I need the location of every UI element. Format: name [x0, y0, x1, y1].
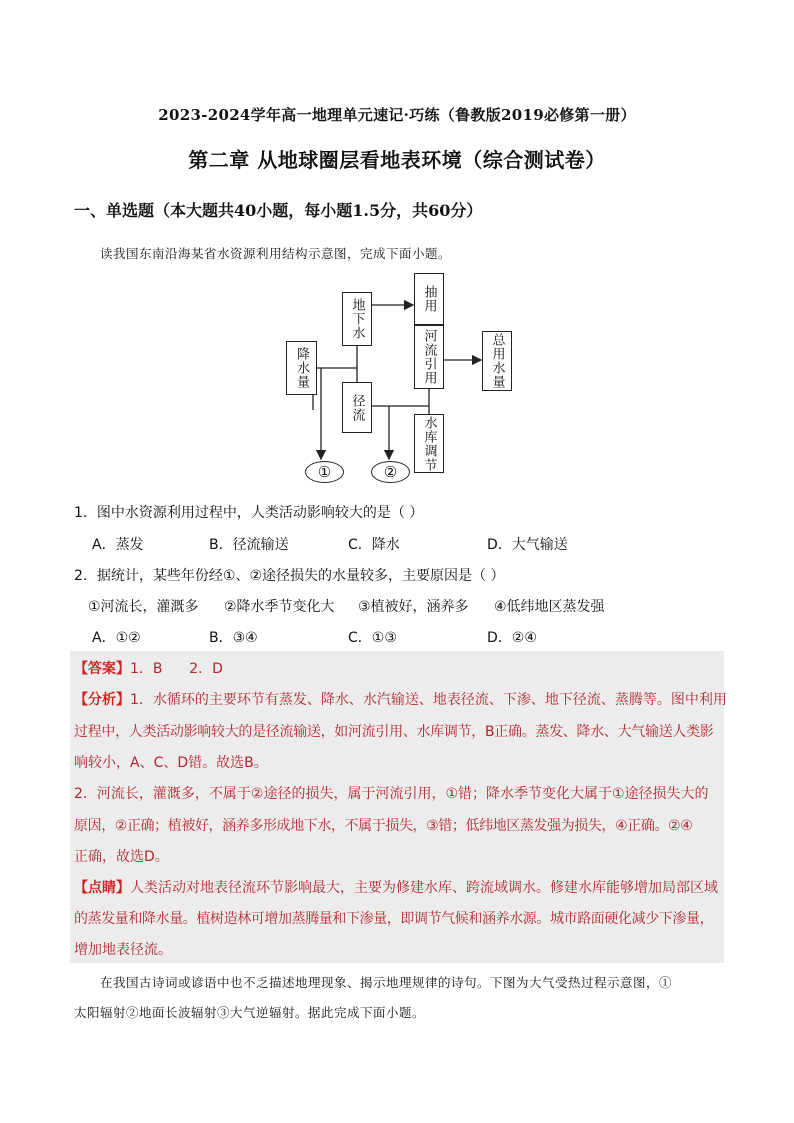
group2-intro-line-2: 太阳辐射②地面长波辐射③大气逆辐射。据此完成下面小题。 — [74, 1005, 426, 1020]
q2-statement-1: ①河流长，灌溉多 — [88, 599, 199, 615]
analysis-line-4: 2．河流长，灌溉多，不属于②途径的损失，属于河流引用，①错；降水季节变化大属于①途径损失大的 — [74, 786, 709, 802]
analysis-line-3: 响较小，A、C、D错。故选B。 — [74, 755, 268, 771]
total-box: 总用水量 — [482, 331, 512, 391]
analysis-line-6: 正确，故选D。 — [74, 849, 169, 865]
circle-2: ② — [371, 461, 410, 483]
q2-option-b: B．③④ — [209, 630, 258, 646]
circle-1: ① — [305, 461, 344, 483]
comment-line-2: 的蒸发量和降水量。植树造林可增加蒸腾量和下渗量，即调节气候和涵养水源。城市路面硬化减少下渗量， — [74, 911, 714, 927]
answer-text: 1．B 2．D — [130, 661, 223, 677]
rain-box: 降水量 — [286, 341, 317, 395]
group2-intro-line-1: 在我国古诗词或谚语中也不乏描述地理现象、揭示地理规律的诗句。下图为大气受热过程示意图，① — [100, 975, 673, 990]
comment-tag: 【点睛】 — [74, 880, 130, 896]
q2-option-c: C．①③ — [348, 630, 397, 646]
answer-tag: 【答案】 — [74, 661, 130, 677]
question-2-stem: 2．据统计，某些年份经①、②途径损失的水量较多，主要原因是（ ） — [74, 568, 505, 584]
river-box: 河流引用 — [414, 325, 444, 389]
q2-option-d: D．②④ — [487, 630, 537, 646]
analysis-line-1 — [74, 689, 727, 709]
comment-line-1 — [74, 877, 718, 897]
reservoir-box: 水库调节 — [414, 414, 444, 473]
q1-option-d: D．大气输送 — [487, 537, 568, 553]
analysis-line-5: 原因，②正确；植被好，涵养多形成地下水，不属于损失，③错；低纬地区蒸发强为损失，④正确。②④ — [74, 818, 693, 834]
q2-option-a: A．①② — [92, 630, 141, 646]
groundwater-box: 地下水 — [342, 292, 372, 346]
q1-option-c: C．降水 — [348, 537, 400, 553]
section-title: 一、单选题（本大题共40小题，每小题1.5分，共60分） — [74, 201, 483, 220]
question-1-stem: 1．图中水资源利用过程中，人类活动影响较大的是（ ） — [74, 505, 424, 521]
q1-option-b: B．径流输送 — [209, 537, 289, 553]
q2-statement-2: ②降水季节变化大 — [224, 599, 335, 615]
q2-statement-3: ③植被好，涵养多 — [358, 599, 469, 615]
pump-box: 抽用 — [414, 273, 444, 325]
chapter-title: 第二章 从地球圈层看地表环境（综合测试卷） — [188, 148, 606, 172]
q2-statement-4: ④低纬地区蒸发强 — [494, 599, 605, 615]
group1-intro: 读我国东南沿海某省水资源利用结构示意图，完成下面小题。 — [100, 246, 452, 261]
comment-line-3: 增加地表径流。 — [74, 942, 172, 958]
q1-option-a: A．蒸发 — [92, 537, 144, 553]
analysis-text-1: 1．水循环的主要环节有蒸发、降水、水汽输送、地表径流、下渗、地下径流、蒸腾等。图中利用 — [130, 692, 727, 708]
runoff-box: 径流 — [342, 382, 372, 433]
analysis-tag: 【分析】 — [74, 692, 130, 708]
analysis-line-2: 过程中，人类活动影响较大的是径流输送，如河流引用、水库调节，B正确。蒸发、降水、大气输送人类影 — [74, 724, 714, 740]
answer-line — [74, 658, 223, 678]
document-subtitle: 2023-2024学年高一地理单元速记·巧练（鲁教版2019必修第一册） — [158, 106, 636, 124]
comment-text-1: 人类活动对地表径流环节影响最大，主要为修建水库、跨流域调水。修建水库能够增加局部区域 — [130, 880, 718, 896]
